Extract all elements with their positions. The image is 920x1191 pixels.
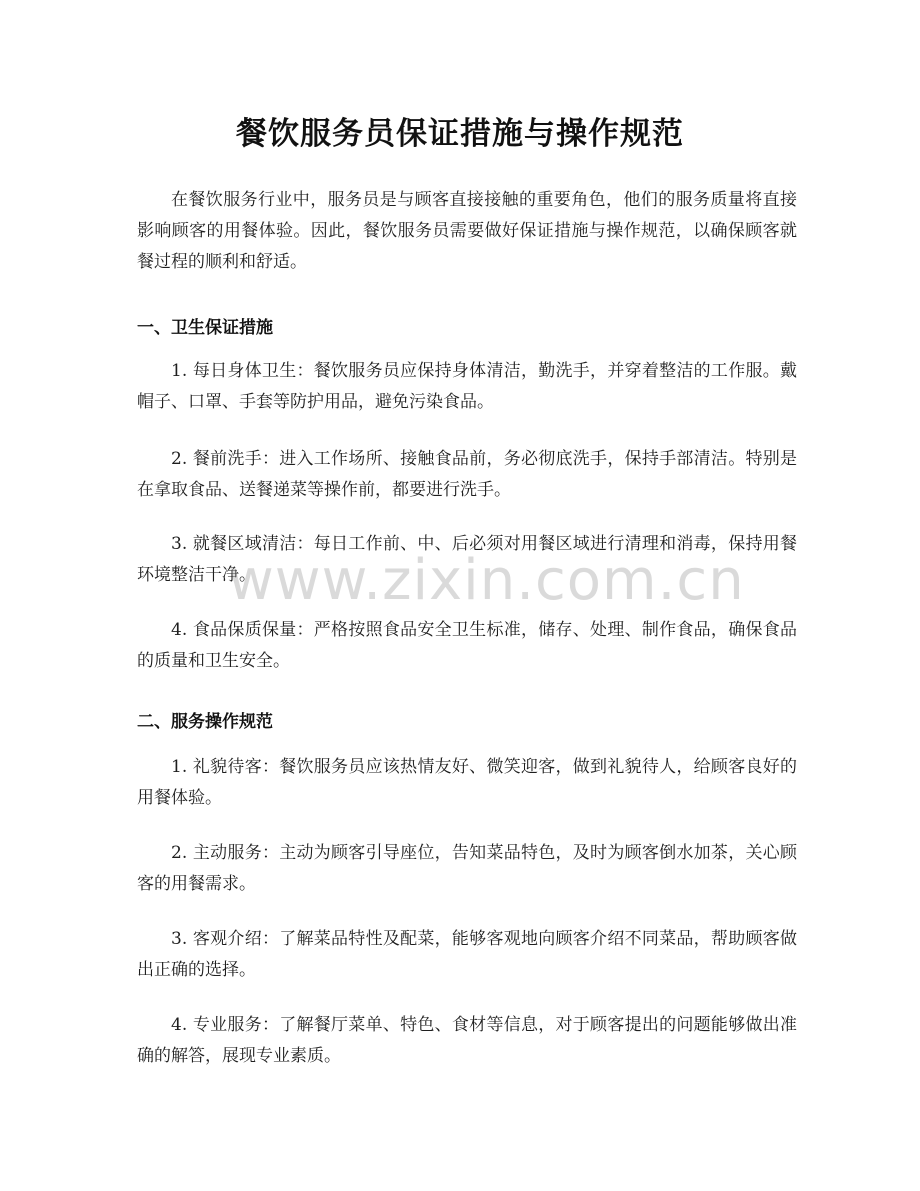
section-heading-service: 二、服务操作规范 [137, 712, 273, 732]
list-item: 3. 客观介绍：了解菜品特性及配菜，能够客观地向顾客介绍不同菜品，帮助顾客做出正确的选择。 [137, 929, 797, 980]
list-item: 4. 专业服务：了解餐厅菜单、特色、食材等信息，对于顾客提出的问题能够做出准确的解答，展现专业素质。 [137, 1015, 797, 1066]
list-item: 2. 餐前洗手：进入工作场所、接触食品前，务必彻底洗手，保持手部清洁。特别是在拿取食品、送餐递菜等操作前，都要进行洗手。 [137, 449, 797, 500]
watermark: www.zixin.com.cn [228, 548, 745, 613]
section-heading-hygiene: 一、卫生保证措施 [137, 318, 273, 338]
list-item: 1. 礼貌待客：餐饮服务员应该热情友好、微笑迎客，做到礼貌待人，给顾客良好的用餐体验。 [137, 757, 797, 808]
list-item: 1. 每日身体卫生：餐饮服务员应保持身体清洁，勤洗手，并穿着整洁的工作服。戴帽子、口罩、手套等防护用品，避免污染食品。 [137, 361, 797, 412]
document-title: 餐饮服务员保证措施与操作规范 [236, 116, 684, 152]
list-item: 2. 主动服务：主动为顾客引导座位，告知菜品特色，及时为顾客倒水加茶，关心顾客的用餐需求。 [137, 843, 797, 894]
list-item: 4. 食品保质保量：严格按照食品安全卫生标准，储存、处理、制作食品，确保食品的质量和卫生安全。 [137, 620, 797, 671]
intro-paragraph: 在餐饮服务行业中，服务员是与顾客直接接触的重要角色，他们的服务质量将直接影响顾客的用餐体验。因此，餐饮服务员需要做好保证措施与操作规范，以确保顾客就餐过程的顺利和舒适。 [137, 190, 797, 272]
list-item: 3. 就餐区域清洁：每日工作前、中、后必须对用餐区域进行清理和消毒，保持用餐环境整洁干净。 [137, 534, 797, 585]
